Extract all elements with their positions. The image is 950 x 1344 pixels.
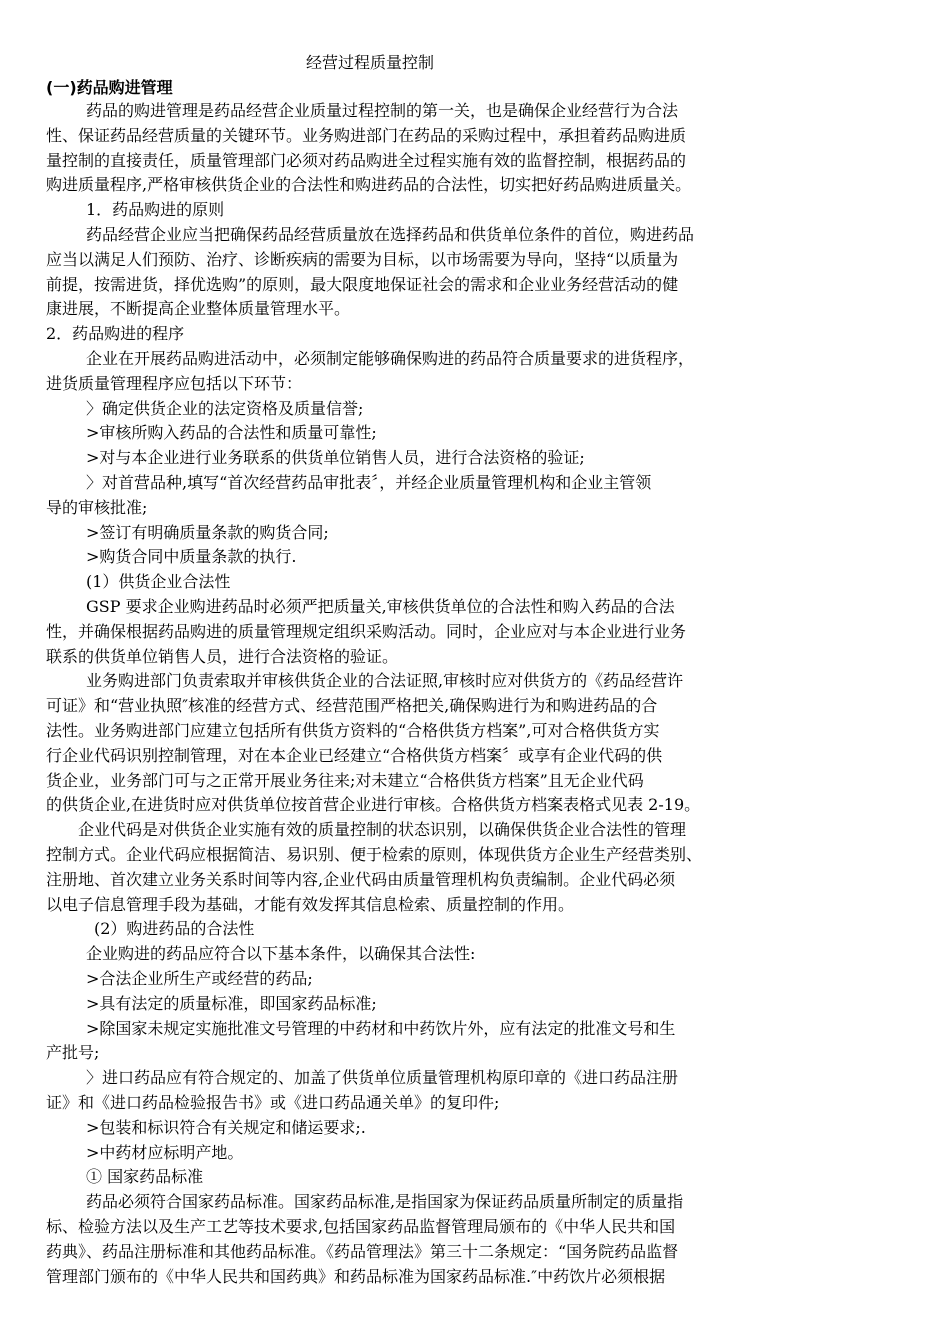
text-line: (1）供货企业合法性 — [86, 572, 231, 592]
document-title: 经营过程质量控制 — [306, 53, 435, 72]
text-line: 进货质量管理程序应包括以下环节： — [46, 373, 303, 393]
text-line: 〉进口药品应有符合规定的、加盖了供货单位质量管理机构原印章的《进口药品注册 — [86, 1068, 679, 1088]
text-line: 以电子信息管理手段为基础，才能有效发挥其信息检索、质量控制的作用。 — [46, 894, 575, 914]
text-line: 法性。业务购进部门应建立包括所有供货方资料的“合格供货方档案”,可对合格供货方实 — [46, 721, 660, 740]
text-line: >具有法定的质量标准，即国家药品标准; — [86, 993, 377, 1013]
text-line: 证》和《进口药品检验报告书》或《进口药品通关单》的复印件; — [46, 1093, 500, 1112]
text-line: 企业购进的药品应符合以下基本条件，以确保其合法性: — [86, 944, 476, 964]
text-line: 应当以满足人们预防、治疗、诊断疾病的需要为目标，以市场需要为导向，坚持“以质量为 — [46, 249, 679, 269]
text-line: 性、保证药品经营质量的关键环节。业务购进部门在药品的采购过程中，承担着药品购进质 — [46, 125, 687, 145]
text-line: 企业代码是对供货企业实施有效的质量控制的状态识别，以确保供货企业合法性的管理 — [78, 820, 687, 840]
text-line: 药典》、药品注册标准和其他药品标准。《药品管理法》第三十二条规定：“国务院药品监督 — [46, 1241, 679, 1261]
text-line: ① 国家药品标准 — [86, 1167, 204, 1187]
text-line: 控制方式。企业代码应根据简洁、易识别、便于检索的原则，体现供货方企业生产经营类别、 — [46, 845, 703, 864]
text-line: 标、检验方法以及生产工艺等技术要求,包括国家药品监督管理局颁布的《中华人民共和国 — [46, 1217, 676, 1236]
text-line: 药品的购进管理是药品经营企业质量过程控制的第一关，也是确保企业经营行为合法 — [86, 101, 679, 120]
text-line: >购货合同中质量条款的执行. — [86, 547, 297, 567]
text-line: >签订有明确质量条款的购货合同; — [86, 522, 329, 542]
text-line: 企业在开展药品购进活动中，必须制定能够确保购进的药品符合质量要求的进货程序， — [86, 349, 695, 368]
text-line: 注册地、首次建立业务关系时间等内容,企业代码由质量管理机构负责编制。企业代码必须 — [46, 869, 676, 889]
text-line: 导的审核批准; — [46, 497, 148, 517]
text-line: >除国家未规定实施批准文号管理的中药材和中药饮片外，应有法定的批准文号和生 — [86, 1018, 676, 1038]
text-line: GSP 要求企业购进药品时必须严把质量关,审核供货单位的合法性和购入药品的合法 — [86, 597, 675, 616]
text-line: 前提，按需进货，择优选购”的原则，最大限度地保证社会的需求和企业业务经营活动的健 — [46, 274, 679, 294]
text-line: 联系的供货单位销售人员，进行合法资格的验证。 — [46, 646, 399, 666]
text-line: 可证》和“营业执照″核准的经营方式、经营范围严格把关,确保购进行为和购进药品的合 — [46, 696, 658, 716]
text-line: 行企业代码识别控制管理，对在本企业已经建立“合格供货方档案〞或享有企业代码的供 — [46, 745, 663, 765]
text-line: 产批号; — [46, 1043, 100, 1063]
text-line: 1．药品购进的原则 — [86, 200, 225, 220]
text-line: 量控制的直接责任，质量管理部门必须对药品购进全过程实施有效的监督控制，根据药品的 — [46, 150, 687, 170]
text-line: >对与本企业进行业务联系的供货单位销售人员，进行合法资格的验证; — [86, 448, 585, 468]
text-line: >包装和标识符合有关规定和储运要求;. — [86, 1117, 366, 1137]
text-line: 业务购进部门负责索取并审核供货企业的合法证照,审核时应对供货方的《药品经营许 — [86, 671, 684, 691]
text-line: 购进质量程序,严格审核供货企业的合法性和购进药品的合法性，切实把好药品购进质量关。 — [46, 175, 692, 195]
text-line: 〉确定供货企业的法定资格及质量信誉; — [86, 398, 364, 418]
text-line: 〉对首营品种,填写“首次经营药品审批表〞，并经企业质量管理机构和企业主管领 — [86, 473, 652, 492]
text-line: 管理部门颁布的《中华人民共和国药典》和药品标准为国家药品标准.″中药饮片必须根据 — [46, 1266, 666, 1286]
section-heading: (一)药品购进管理 — [46, 78, 173, 97]
text-line: 的供货企业,在进货时应对供货单位按首营企业进行审核。合格供货方档案表格式见表 2-19。 — [46, 795, 701, 815]
text-line: 货企业，业务部门可与之正常开展业务往来;对未建立“合格供货方档案”且无企业代码 — [46, 770, 644, 790]
text-line: 药品经营企业应当把确保药品经营质量放在选择药品和供货单位条件的首位，购进药品 — [86, 225, 695, 244]
text-line: >合法企业所生产或经营的药品; — [86, 969, 313, 988]
text-line: 药品必须符合国家药品标准。国家药品标准,是指国家为保证药品质量所制定的质量指 — [86, 1192, 684, 1212]
text-line: >审核所购入药品的合法性和质量可靠性; — [86, 423, 377, 443]
text-line: (2）购进药品的合法性 — [94, 919, 255, 939]
text-line: 2．药品购进的程序 — [46, 324, 185, 344]
text-line: 康进展，不断提高企业整体质量管理水平。 — [46, 299, 351, 319]
text-line: >中药材应标明产地。 — [86, 1142, 244, 1162]
text-line: 性，并确保根据药品购进的质量管理规定组织采购活动。同时，企业应对与本企业进行业务 — [46, 621, 687, 641]
